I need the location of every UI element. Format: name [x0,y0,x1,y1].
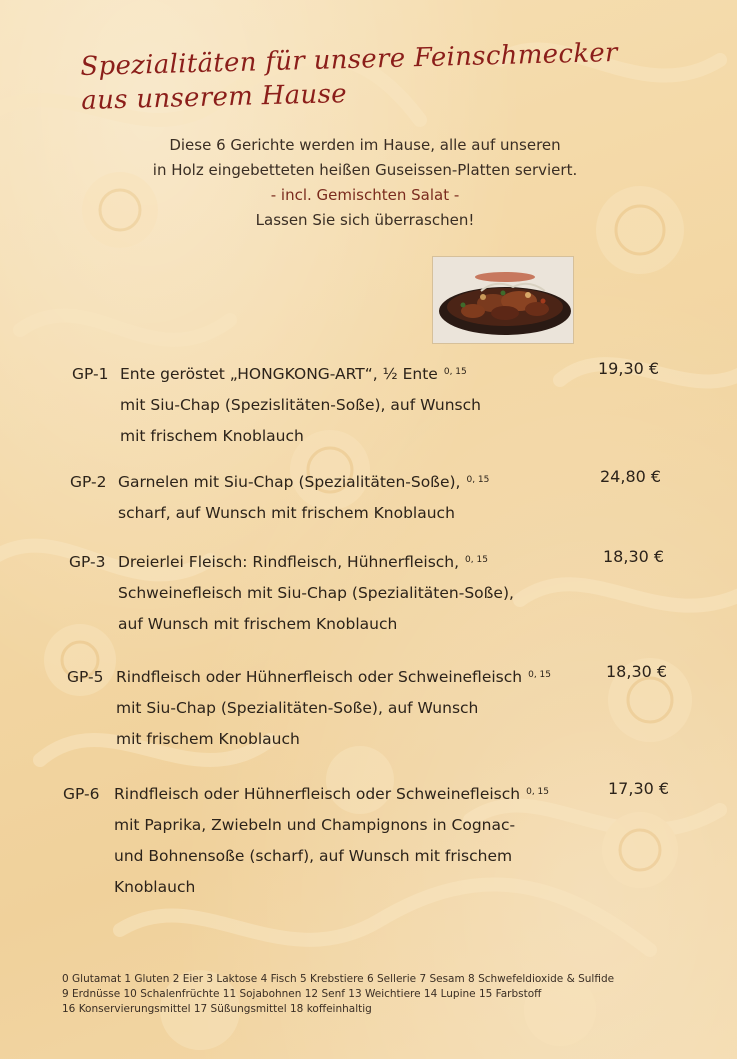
legend-line-2: 9 Erdnüsse 10 Schalenfrüchte 11 Sojabohnen 12 Senf 13 Weichtiere 14 Lupine 15 Farbstoff [62,988,542,1000]
item-description-line: Knoblauch [114,878,196,896]
item-description-line: scharf, auf Wunsch mit frischem Knoblauch [118,504,455,522]
item-description-line: mit Siu-Chap (Spezialitäten-Soße), auf Wunsch [116,699,479,717]
intro-line-salad: - incl. Gemischten Salat - [270,186,460,204]
legend-line-3: 16 Konservierungsmittel 17 Süßungsmittel 18 koffeinhaltig [62,1003,372,1015]
allergen-codes: 0, 15 [466,475,490,485]
intro-line-1: Diese 6 Gerichte werden im Hause, alle auf unseren [169,136,561,154]
intro-line-2: in Holz eingebetteten heißen Guseissen-Platten serviert. [152,161,578,179]
item-code: GP-5 [67,668,104,686]
item-description-line: Ente geröstet „HONGKONG-ART“, ½ Ente $^{0, 15}$ [120,365,467,383]
item-price: 18,30 € [606,662,668,681]
item-code: GP-6 [63,785,100,803]
intro-line-4: Lassen Sie sich überraschen! [255,211,475,229]
allergen-codes: 0, 15 [443,367,467,377]
item-code: GP-2 [70,473,107,491]
allergen-codes: 0, 15 [465,555,488,565]
allergen-codes: 0, 15 [528,670,551,680]
item-price: 24,80 € [600,467,662,486]
item-description-line: Rindfleisch oder Hühnerfleisch oder Schweinefleisch $^{0, 15}$ [114,785,549,803]
item-description-line: mit Paprika, Zwiebeln und Champignons in Cognac- [114,816,516,834]
sizzling-plate-dish-icon [432,256,574,344]
item-description-line: mit Siu-Chap (Spezislitäten-Soße), auf Wunsch [120,396,481,414]
item-description-line: und Bohnensoße (scharf), auf Wunsch mit frischem [114,847,513,865]
title-line-1: Spezialitäten für unsere Feinschmecker [80,37,619,82]
legend-line-1: 0 Glutamat 1 Gluten 2 Eier 3 Laktose 4 Fisch 5 Krebstiere 6 Sellerie 7 Sesam 8 Schwefeldioxide & Sulfide [62,973,615,985]
item-code: GP-3 [69,553,106,571]
intro-text [120,133,610,233]
menu-title [80,36,619,118]
title-line-2: aus unserem Hause [80,79,348,116]
item-description-line: Rindfleisch oder Hühnerfleisch oder Schweinefleisch $^{0, 15}$ [116,668,551,686]
allergen-legend [62,972,614,1017]
item-description-line: auf Wunsch mit frischem Knoblauch [118,615,398,633]
item-price: 17,30 € [608,779,670,798]
item-price: 19,30 € [598,359,660,378]
item-price: 18,30 € [603,547,665,566]
item-description-line: Schweinefleisch mit Siu-Chap (Spezialitäten-Soße), [118,584,514,602]
item-description-line: mit frischem Knoblauch [120,427,304,445]
allergen-codes: 0, 15 [526,787,549,797]
item-description-line: Dreierlei Fleisch: Rindfleisch, Hühnerfleisch, $^{0, 15}$ [118,553,488,571]
item-description-line: Garnelen mit Siu-Chap (Spezialitäten-Soße), $^{0, 15}$ [118,473,490,491]
item-code: GP-1 [72,365,109,383]
item-description-line: mit frischem Knoblauch [116,730,300,748]
